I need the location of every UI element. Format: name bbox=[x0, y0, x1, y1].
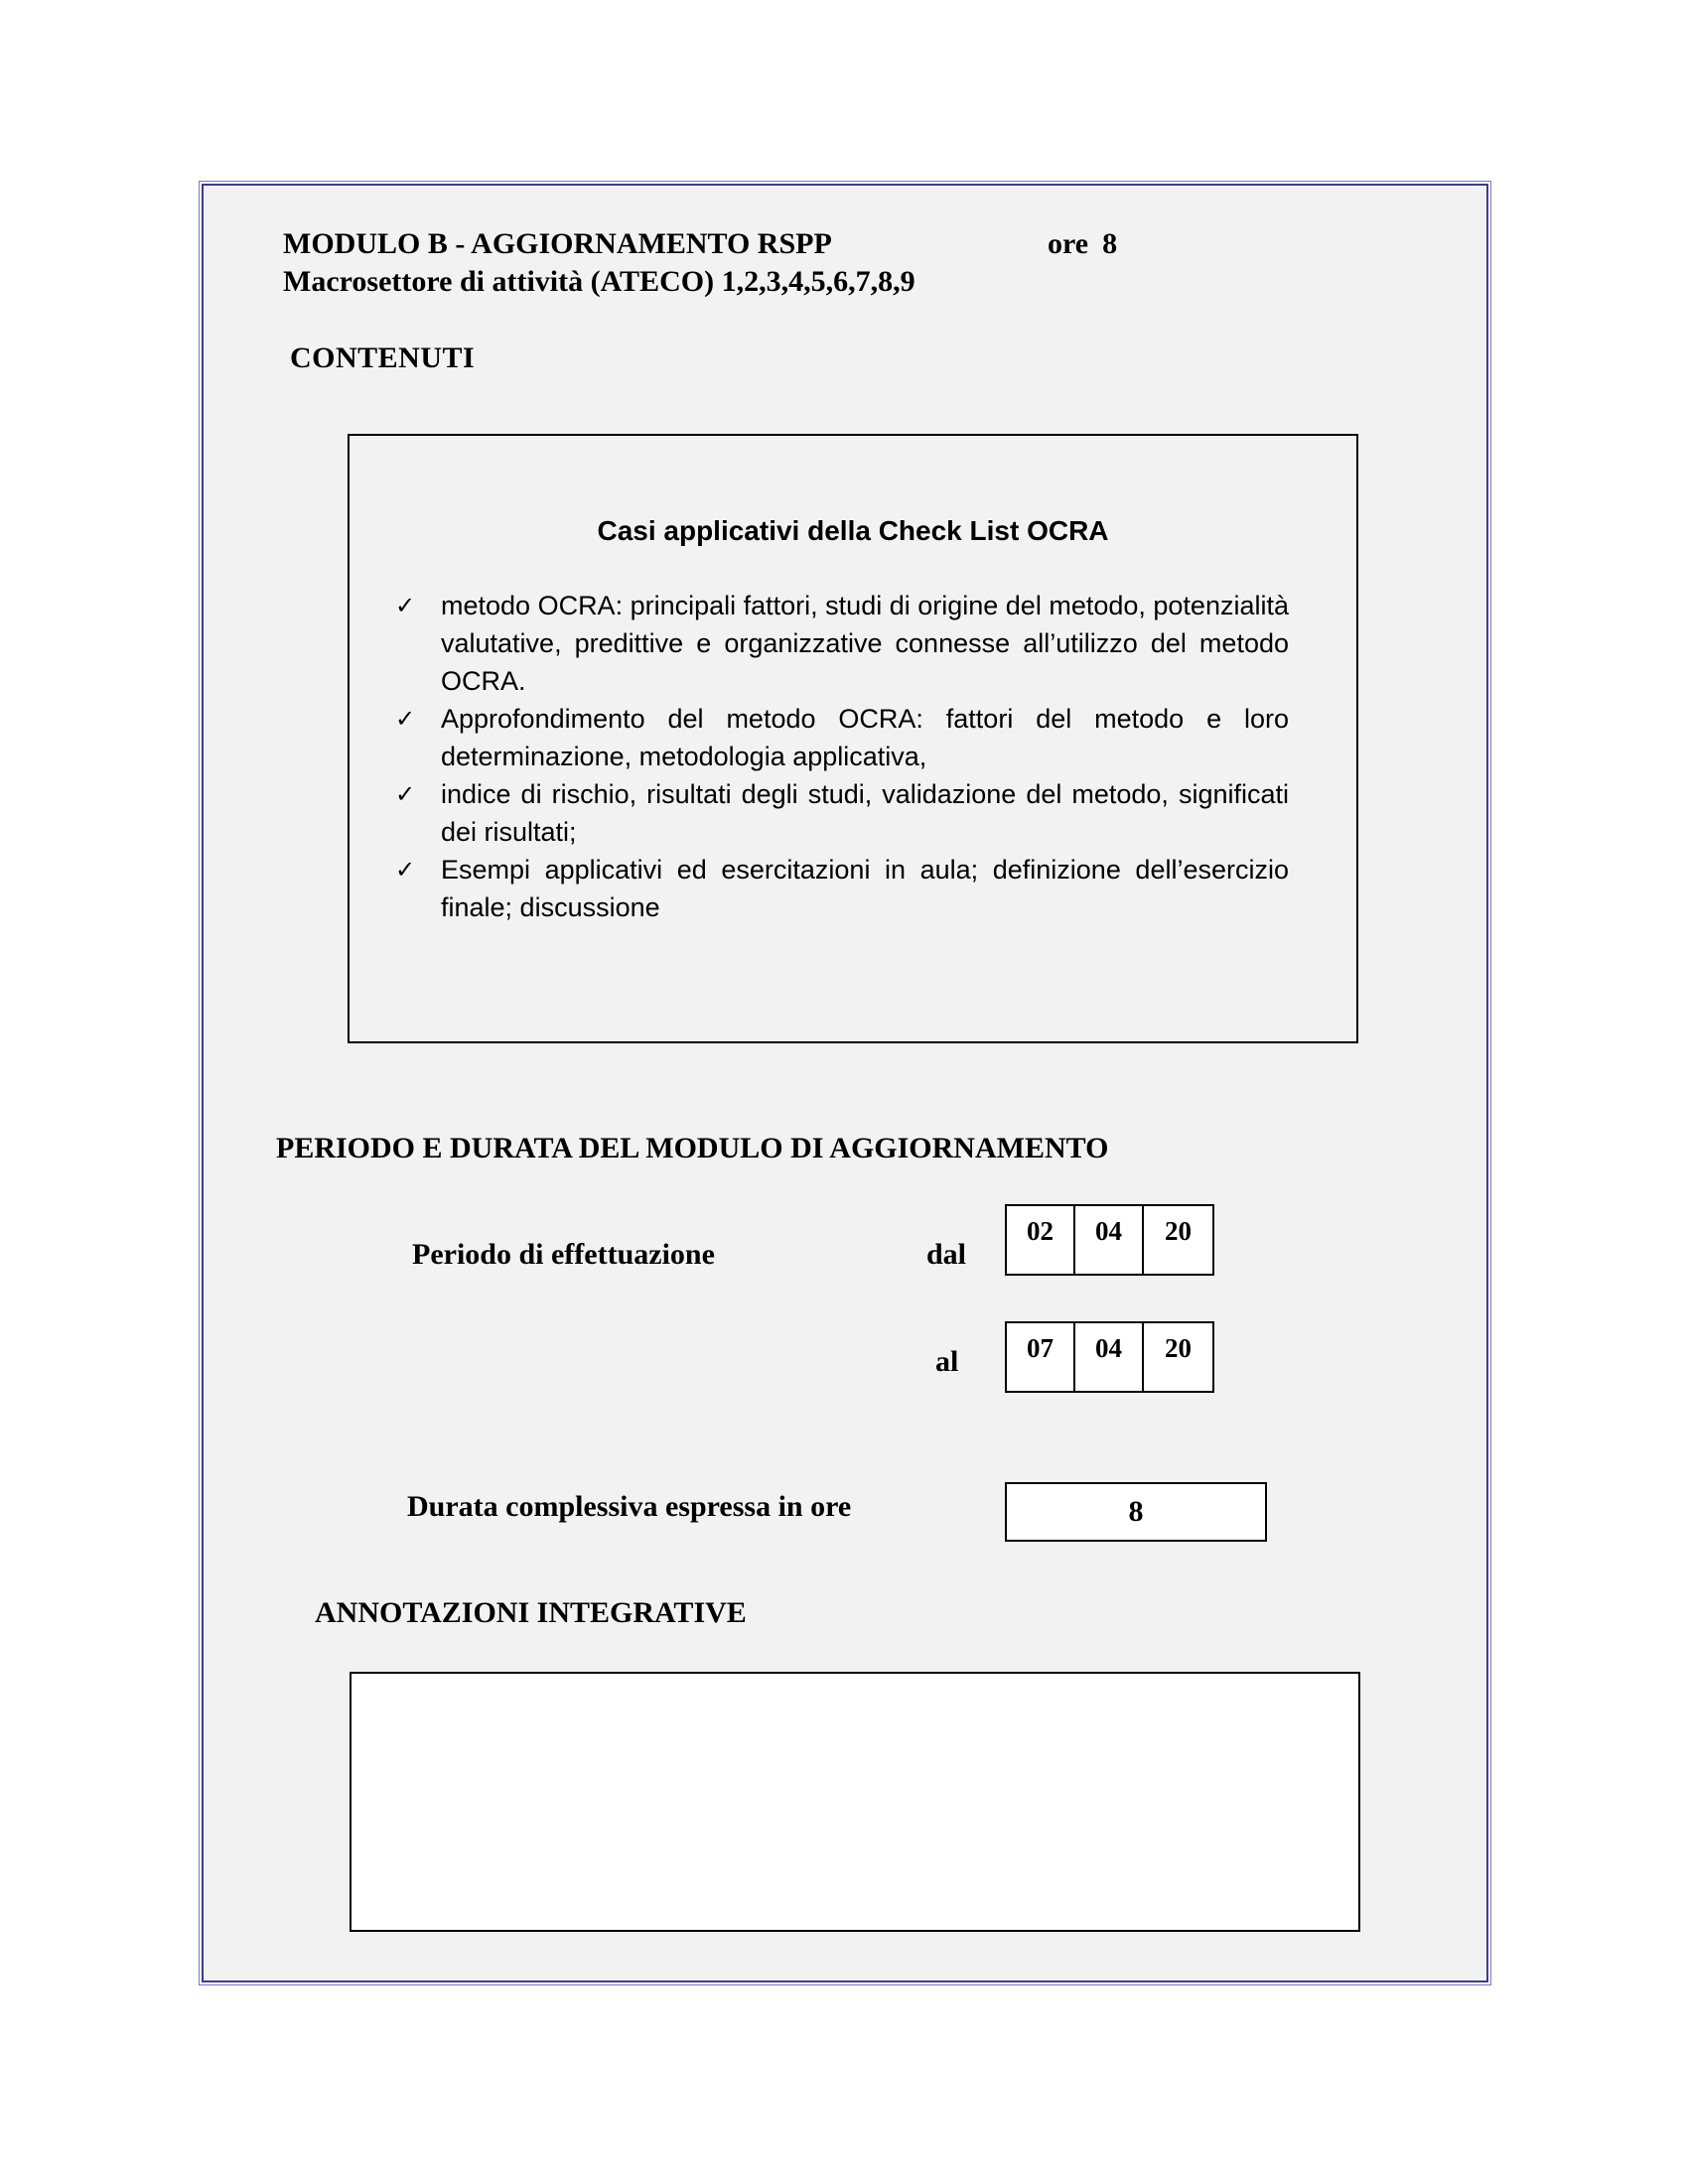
checkmark-icon: ✓ bbox=[395, 780, 416, 808]
duration-value-field: 8 bbox=[1005, 1482, 1267, 1542]
notes-box bbox=[350, 1672, 1360, 1932]
start-day-cell: 02 bbox=[1007, 1206, 1075, 1274]
duration-label: Durata complessiva espressa in ore bbox=[407, 1490, 852, 1523]
list-item bbox=[395, 700, 1289, 775]
contents-list bbox=[395, 587, 1289, 926]
module-macrosector: Macrosettore di attività (ATECO) 1,2,3,4,5,6,7,8,9 bbox=[283, 265, 915, 298]
list-item bbox=[395, 851, 1289, 926]
start-month-cell: 04 bbox=[1075, 1206, 1144, 1274]
contents-heading: CONTENUTI bbox=[290, 341, 476, 374]
module-form-frame bbox=[202, 184, 1488, 1982]
checkmark-icon: ✓ bbox=[395, 592, 416, 619]
period-label: Periodo di effettuazione bbox=[412, 1238, 715, 1271]
list-item-text: Approfondimento del metodo OCRA: fattori del metodo e loro determinazione, metodologia applicativa, bbox=[441, 704, 1289, 771]
checkmark-icon: ✓ bbox=[395, 856, 416, 884]
list-item bbox=[395, 775, 1289, 851]
list-item bbox=[395, 587, 1289, 700]
period-heading: PERIODO E DURATA DEL MODULO DI AGGIORNAMENTO bbox=[276, 1132, 1109, 1164]
module-hours bbox=[1048, 227, 1117, 261]
list-item-text: metodo OCRA: principali fattori, studi di origine del metodo, potenzialità valutative, predittive e organizzative connesse all’utilizzo del metodo OCRA. bbox=[441, 591, 1289, 696]
end-year-cell: 20 bbox=[1165, 1333, 1192, 1363]
hours-label: ore bbox=[1048, 227, 1089, 260]
start-year-cell: 20 bbox=[1165, 1216, 1192, 1246]
end-month-cell: 04 bbox=[1075, 1323, 1144, 1391]
start-date-field bbox=[1005, 1204, 1214, 1276]
to-label: al bbox=[935, 1345, 959, 1378]
end-date-field bbox=[1005, 1321, 1214, 1393]
end-day-cell: 07 bbox=[1007, 1323, 1075, 1391]
contents-box-title: Casi applicativi della Check List OCRA bbox=[597, 515, 1109, 546]
list-item-text: indice di rischio, risultati degli studi, validazione del metodo, significati dei risultati; bbox=[441, 779, 1289, 847]
checkmark-icon: ✓ bbox=[395, 705, 416, 733]
contents-box bbox=[348, 434, 1358, 1043]
notes-heading: ANNOTAZIONI INTEGRATIVE bbox=[315, 1596, 747, 1629]
module-title: MODULO B - AGGIORNAMENTO RSPP bbox=[283, 227, 832, 260]
list-item-text: Esempi applicativi ed esercitazioni in aula; definizione dell’esercizio finale; discussione bbox=[441, 855, 1289, 922]
hours-value: 8 bbox=[1102, 227, 1118, 260]
from-label: dal bbox=[926, 1238, 967, 1271]
